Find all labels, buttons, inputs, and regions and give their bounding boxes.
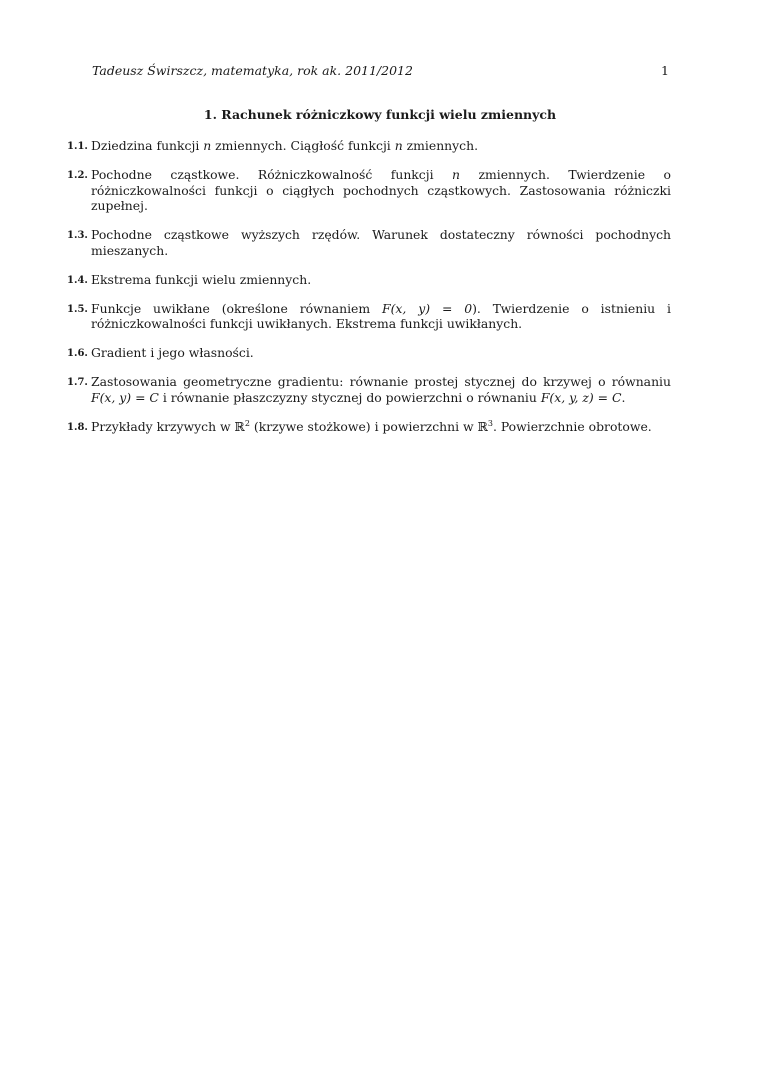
topic-number: 1.7. — [67, 377, 88, 388]
topic-list — [67, 138, 671, 448]
topic-item — [67, 272, 671, 288]
topic-number: 1.8. — [67, 421, 88, 433]
section-title: 1. Rachunek różniczkowy funkcji wielu zmiennych — [203, 107, 557, 122]
topic-text: Funkcje uwikłane (określone równaniem F(x, y) = 0). Twierdzenie o istnieniu i różniczkowalności funkcji uwikłanych. Ekstrema funkcji uwikłanych. — [91, 300, 672, 331]
topic-number: 1.4. — [67, 274, 88, 286]
topic-item — [67, 374, 671, 405]
topic-number: 1.3. — [67, 230, 88, 241]
running-header — [92, 63, 669, 81]
topic-number: 1.1. — [67, 141, 88, 152]
header-author-line: Tadeusz Świrszcz, matematyka, rok ak. 2011/2012 — [92, 63, 413, 78]
topic-text: Dziedzina funkcji n zmiennych. Ciągłość funkcji n zmiennych. — [91, 138, 479, 153]
topic-item — [67, 227, 671, 258]
topic-number: 1.2. — [67, 170, 88, 181]
topic-item — [67, 301, 671, 332]
topic-text: Gradient i jego własności. — [91, 345, 254, 360]
topic-number: 1.6. — [67, 348, 88, 359]
topic-item — [67, 345, 671, 361]
page-number: 1 — [661, 63, 669, 78]
topic-text: Pochodne cząstkowe. Różniczkowalność funkcji n zmiennych. Twierdzenie o różniczkowalności funkcji o ciągłych pochodnych cząstkowych. Zastosowania różniczki zupełnej. — [91, 167, 671, 213]
topic-item — [67, 138, 671, 154]
topic-text: Przykłady krzywych w ℝ$^2$ (krzywe stożkowe) i powierzchni w ℝ$^3$. Powierzchnie obrotowe. — [91, 418, 652, 434]
topic-text: Pochodne cząstkowe wyższych rzędów. Warunek dostateczny równości pochodnych mieszanych. — [91, 227, 671, 258]
topic-number: 1.5. — [67, 303, 88, 315]
topic-text: Ekstrema funkcji wielu zmiennych. — [91, 271, 312, 287]
topic-item — [67, 419, 671, 435]
topic-item — [67, 167, 671, 214]
topic-text: Zastosowania geometryczne gradientu: równanie prostej stycznej do krzywej o równaniu F(x, y) = C i równanie płaszczyzny stycznej do powierzchni o równaniu F(x, y, z) = C. — [91, 374, 671, 405]
